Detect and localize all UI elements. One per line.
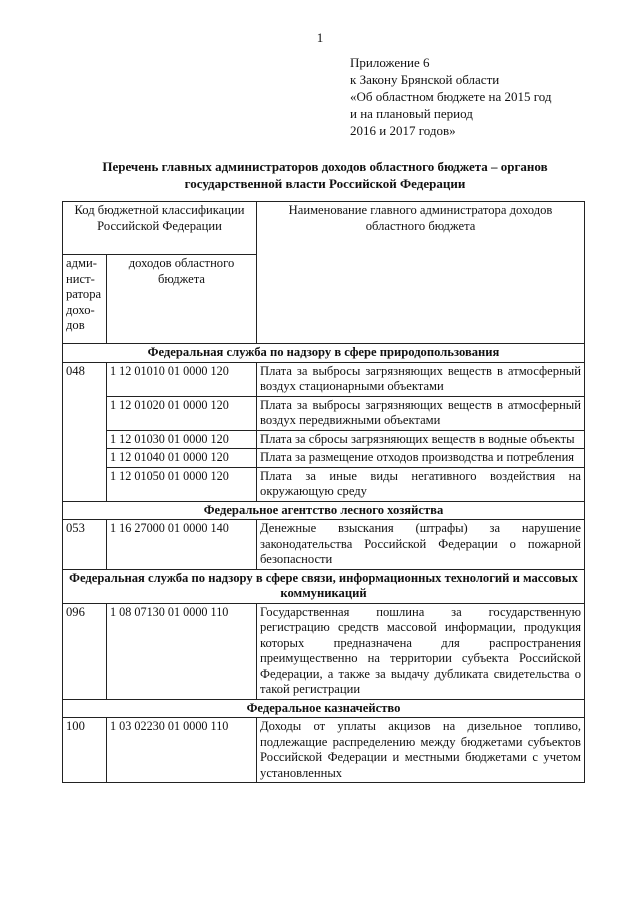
appendix-line: к Закону Брянской области [350, 72, 500, 87]
title-line: государственной власти Российской Федерации [184, 176, 466, 191]
header-kbk: Код бюджетной классификации Российской Федерации [63, 202, 257, 255]
revenue-code-cell: 1 12 01020 01 0000 120 [107, 396, 257, 430]
header-admin-name: Наименование главного администратора доходов областного бюджета [257, 202, 585, 344]
header-revenue-code: доходов областного бюджета [107, 255, 257, 344]
revenue-name-cell: Плата за размещение отходов производства и потребления [257, 449, 585, 468]
table-row [63, 362, 585, 396]
appendix-line: Приложение 6 [350, 55, 430, 70]
revenue-name-cell: Плата за сбросы загрязняющих веществ в водные объекты [257, 430, 585, 449]
section-row [63, 501, 585, 520]
appendix-line: 2016 и 2017 годов» [350, 123, 456, 138]
admin-code-cell: 048 [63, 362, 107, 501]
revenue-code-cell: 1 08 07130 01 0000 110 [107, 603, 257, 699]
admin-code-cell: 096 [63, 603, 107, 699]
revenue-name-cell: Плата за выбросы загрязняющих веществ в атмосферный воздух стационарными объектами [257, 362, 585, 396]
appendix-line: и на плановый период [350, 106, 473, 121]
section-title: Федеральная служба по надзору в сфере связи, информационных технологий и массовых коммуникаций [63, 569, 585, 603]
table-row [63, 718, 585, 783]
table-row [63, 396, 585, 430]
table-row [63, 520, 585, 570]
table-row [63, 430, 585, 449]
section-row [63, 569, 585, 603]
revenue-code-cell: 1 12 01050 01 0000 120 [107, 467, 257, 501]
header-admin-code: адми-нист-ратора дохо-дов [63, 255, 107, 344]
title-line: Перечень главных администраторов доходов областного бюджета – органов [102, 159, 548, 174]
page-number: 1 [316, 30, 324, 45]
revenue-code-cell: 1 12 01010 01 0000 120 [107, 362, 257, 396]
revenue-code-cell: 1 03 02230 01 0000 110 [107, 718, 257, 783]
table-row [63, 603, 585, 699]
section-title: Федеральная служба по надзору в сфере природопользования [63, 344, 585, 363]
header-row [63, 202, 585, 255]
revenue-name-cell: Денежные взыскания (штрафы) за нарушение законодательства Российской Федерации о пожарной безопасности [257, 520, 585, 570]
table-row [63, 467, 585, 501]
revenue-code-cell: 1 12 01040 01 0000 120 [107, 449, 257, 468]
section-row [63, 344, 585, 363]
revenue-code-cell: 1 16 27000 01 0000 140 [107, 520, 257, 570]
appendix-line: «Об областном бюджете на 2015 год [350, 89, 552, 104]
revenue-name-cell: Плата за выбросы загрязняющих веществ в атмосферный воздух передвижными объектами [257, 396, 585, 430]
admin-code-cell: 100 [63, 718, 107, 783]
table-row [63, 449, 585, 468]
document-title [40, 158, 610, 192]
section-title: Федеральное агентство лесного хозяйства [63, 501, 585, 520]
revenue-name-cell: Государственная пошлина за государственную регистрацию средств массовой информации, продукция которых предназначена для распространения преимущественно на территории субъекта Российской Федерации, а также за выдачу дубликата свидетельства о такой регистрации [257, 603, 585, 699]
revenue-name-cell: Доходы от уплаты акцизов на дизельное топливо, подлежащие распределению между бюджетами субъектов Российской Федерации и местными бюджетами с учетом установленных [257, 718, 585, 783]
admin-code-cell: 053 [63, 520, 107, 570]
administrators-table [62, 201, 585, 783]
section-row [63, 699, 585, 718]
revenue-code-cell: 1 12 01030 01 0000 120 [107, 430, 257, 449]
appendix-block [350, 54, 630, 139]
revenue-name-cell: Плата за иные виды негативного воздействия на окружающую среду [257, 467, 585, 501]
section-title: Федеральное казначейство [63, 699, 585, 718]
